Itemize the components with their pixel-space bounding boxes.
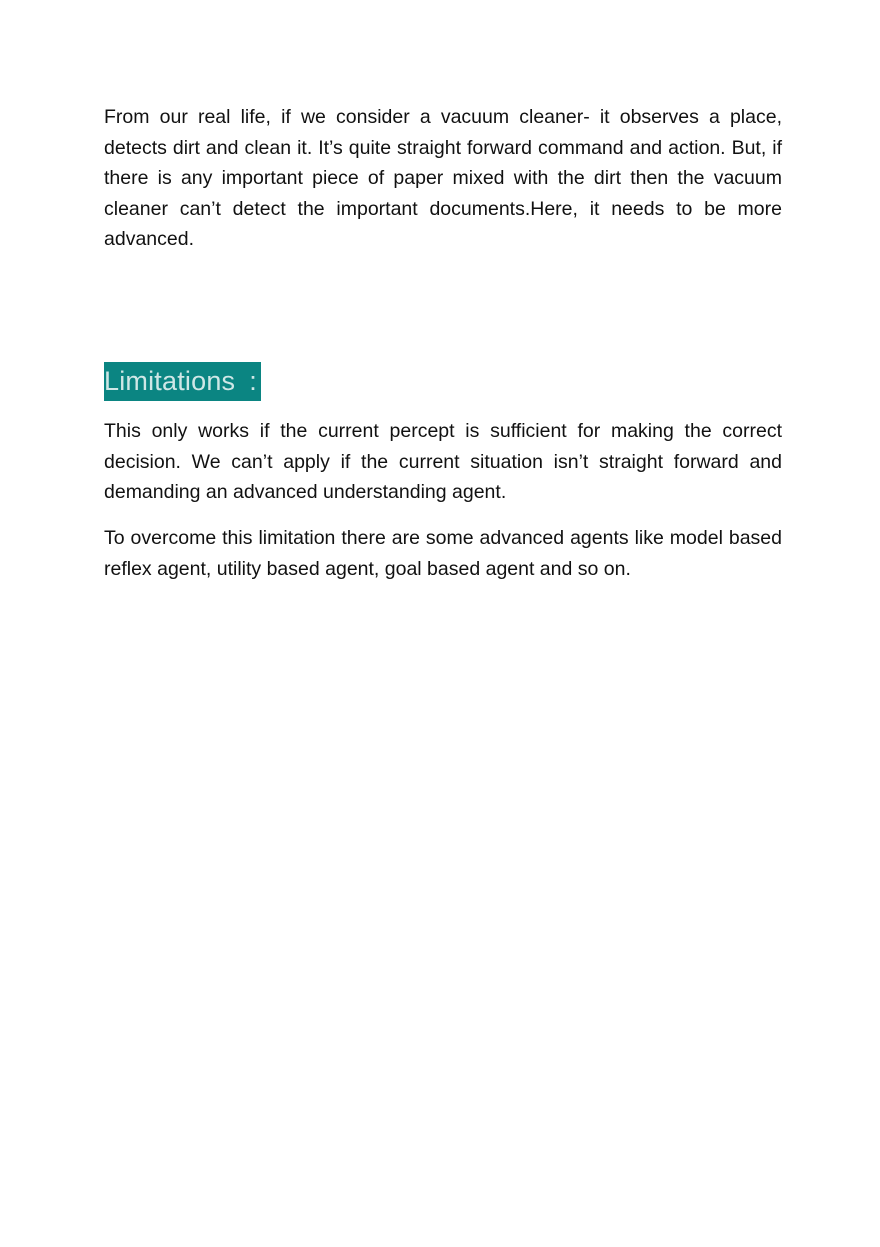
section-heading [104, 362, 261, 401]
section-heading-text: Limitations [104, 366, 236, 396]
overcome-paragraph: To overcome this limitation there are some advanced agents like model based reflex agent, utility based agent, goal based agent and so on. [104, 527, 782, 580]
section-heading-colon: : [249, 366, 257, 396]
intro-paragraph: From our real life, if we consider a vacuum cleaner- it observes a place, detects dirt and clean it. It’s quite straight forward command and action. But, if there is any important piece of paper mixed with the dirt then the vacuum cleaner can’t detect the important documents.Here, it needs to be more advanced. [104, 106, 782, 250]
limitations-paragraph: This only works if the current percept is sufficient for making the correct decision. We can’t apply if the current situation isn’t straight forward and demanding an advanced understanding agent. [104, 420, 782, 503]
